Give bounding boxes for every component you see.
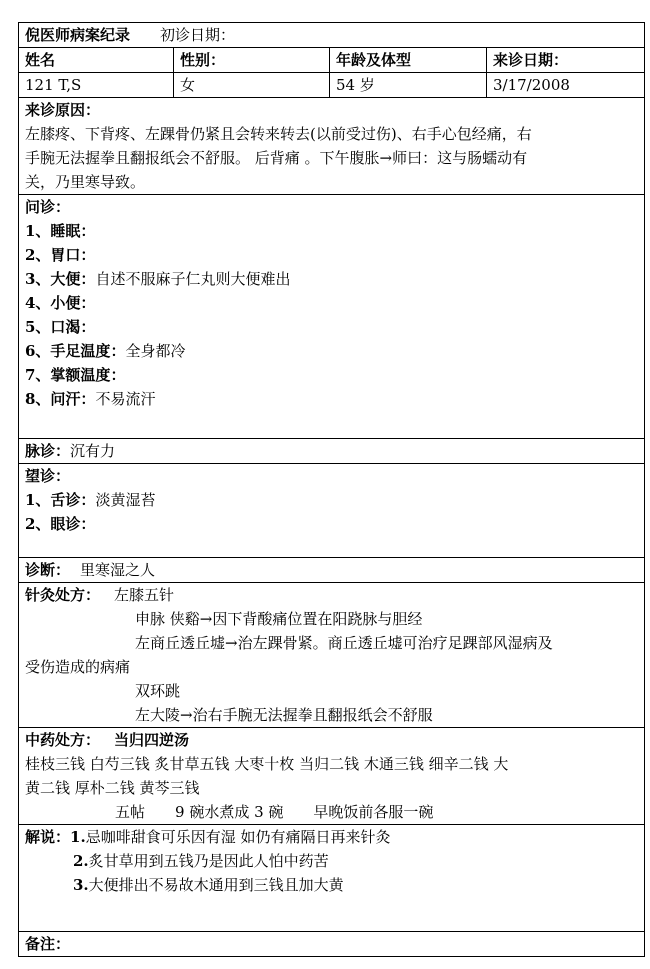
pulse-label: 脉诊： (25, 442, 71, 460)
patient-age: 54 岁 (330, 73, 487, 98)
visit-date: 3/17/2008 (487, 73, 645, 98)
inspection-item: 1、舌诊：淡黄湿苔 (25, 491, 156, 509)
note-item: 大便排出不易故木通用到三钱且加大黄 (88, 876, 344, 894)
inquiry-item: 5、口渴： (25, 318, 96, 336)
inquiry-item: 6、手足温度：全身都冷 (25, 342, 186, 360)
acupuncture-label: 针灸处方： (25, 586, 101, 604)
acupuncture-section (19, 583, 645, 728)
herbal-section (19, 728, 645, 825)
acupuncture-line: 左大陵→治右手腕无法握拳且翻报纸会不舒服 (135, 706, 433, 724)
reason-line: 左膝疼、下背疼、左踝骨仍紧且会转来转去(以前受过伤)、右手心包经痛，右 (25, 125, 532, 143)
pulse-value: 沉有力 (70, 442, 116, 460)
inspection-section (19, 464, 645, 558)
acupuncture-line: 左商丘透丘墟→治左踝骨紧。商丘透丘墟可治疗足踝部风湿病及 (135, 634, 553, 652)
inquiry-item: 4、小便： (25, 294, 96, 312)
diagnosis-section (19, 558, 645, 583)
note-item: 忌咖啡甜食可乐因有湿 如仍有痛隔日再来针灸 (85, 828, 391, 846)
col-header-date: 来诊日期： (487, 48, 645, 73)
col-header-sex: 性别： (174, 48, 330, 73)
acupuncture-first: 左膝五针 (114, 586, 175, 604)
acupuncture-line: 申脉 侠谿→因下背酸痛位置在阳跷脉与胆经 (135, 610, 423, 628)
herbal-line: 桂枝三钱 白芍三钱 炙甘草五钱 大枣十枚 当归二钱 木通三钱 细辛二钱 大 (25, 755, 509, 773)
inspection-label: 望诊： (25, 467, 71, 485)
remarks-section (19, 932, 645, 957)
notes-section: 解说：1.忌咖啡甜食可乐因有湿 如仍有痛隔日再来针灸 2.炙甘草用到五钱乃是因此人怕中药苦 3.大便排出不易故木通用到三钱且加大黄 (19, 825, 645, 932)
acupuncture-line: 受伤造成的病痛 (25, 658, 131, 676)
pulse-section (19, 439, 645, 464)
inquiry-item: 8、问汗：不易流汗 (25, 390, 156, 408)
patient-name: 121 T,S (19, 73, 174, 98)
case-table (18, 22, 645, 957)
note-item: 炙甘草用到五钱乃是因此人怕中药苦 (88, 852, 329, 870)
herbal-formula: 当归四逆汤 (114, 731, 190, 749)
inspection-item: 2、眼诊： (25, 515, 96, 533)
herbal-label: 中药处方： (25, 731, 101, 749)
acupuncture-line: 双环跳 (135, 682, 181, 700)
herbal-decoct: 9 碗水煮成 3 碗 (175, 803, 284, 821)
herbal-take: 早晚饭前各服一碗 (313, 803, 434, 821)
inquiry-label: 问诊： (25, 198, 71, 216)
inquiry-item: 3、大便：自述不服麻子仁丸则大便难出 (25, 270, 291, 288)
patient-sex: 女 (174, 73, 330, 98)
reason-line: 手腕无法握拳且翻报纸会不舒服。 后背痛 。下午腹胀→师曰：这与肠蠕动有 (25, 149, 528, 167)
first-visit-label: 初诊日期： (160, 26, 236, 44)
col-header-name: 姓名 (19, 48, 174, 73)
inquiry-item: 7、掌额温度： (25, 366, 126, 384)
inquiry-section (19, 195, 645, 439)
reason-line: 关，乃里寒导致。 (25, 173, 146, 191)
reason-section (19, 98, 645, 195)
remarks-label: 备注： (25, 935, 71, 953)
reason-label: 来诊原因： (25, 101, 101, 119)
col-header-age: 年龄及体型 (330, 48, 487, 73)
diagnosis-value: 里寒湿之人 (80, 561, 156, 579)
inquiry-item: 1、睡眠： (25, 222, 96, 240)
herbal-dose: 五帖 (115, 803, 146, 821)
title-cell (19, 23, 645, 48)
herbal-line: 黄二钱 厚朴二钱 黄芩三钱 (25, 779, 200, 797)
inquiry-item: 2、胃口： (25, 246, 96, 264)
page-title: 倪医师病案纪录 (25, 26, 131, 44)
case-record (18, 22, 644, 957)
notes-label: 解说： (25, 828, 71, 846)
diagnosis-label: 诊断： (25, 561, 71, 579)
